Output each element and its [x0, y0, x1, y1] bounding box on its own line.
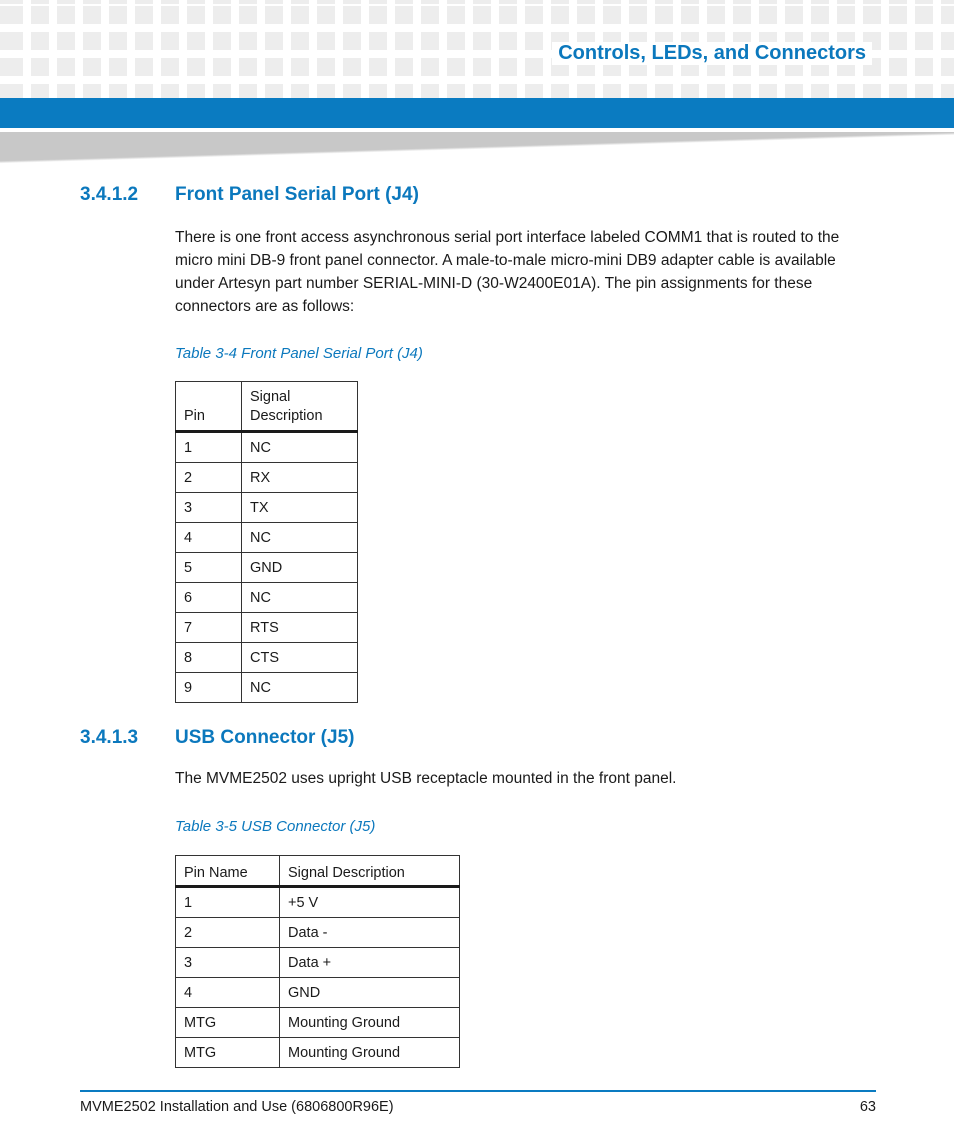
pin-cell: 4	[176, 978, 280, 1008]
table-header-row	[176, 856, 460, 887]
signal-cell: +5 V	[280, 887, 460, 918]
pin-cell: 7	[176, 613, 242, 643]
serial-port-table	[175, 381, 358, 703]
signal-cell: NC	[242, 673, 358, 703]
section-heading-j4	[80, 184, 419, 206]
table-row	[176, 673, 358, 703]
signal-cell: NC	[242, 583, 358, 613]
header-blue-band	[0, 98, 954, 128]
table-row	[176, 463, 358, 493]
signal-cell: GND	[280, 978, 460, 1008]
pin-cell: 5	[176, 553, 242, 583]
table-row	[176, 643, 358, 673]
table-row	[176, 1008, 460, 1038]
table-row	[176, 432, 358, 463]
table-row	[176, 493, 358, 523]
section-title: USB Connector (J5)	[175, 727, 355, 748]
pin-cell: 2	[176, 918, 280, 948]
pin-cell: 2	[176, 463, 242, 493]
column-header-signal: Signal Description	[242, 382, 358, 432]
pin-cell: 4	[176, 523, 242, 553]
table-row	[176, 1038, 460, 1068]
usb-connector-table	[175, 855, 460, 1068]
signal-cell: RX	[242, 463, 358, 493]
pin-cell: 3	[176, 493, 242, 523]
section-heading-j5	[80, 727, 354, 749]
table-caption-j4: Table 3-4 Front Panel Serial Port (J4)	[175, 345, 423, 362]
section-body-j4: There is one front access asynchronous serial port interface labeled COMM1 that is routed to the micro mini DB-9 front panel connector. A male-to-male micro-mini DB9 adapter cable is available under Artesyn part number SERIAL-MINI-D (30-W2400E01A). The pin assignments for these connectors are as follows:	[175, 229, 840, 315]
section-number: 3.4.1.3	[80, 727, 139, 748]
footer-document-title: MVME2502 Installation and Use (6806800R96E)	[80, 1099, 394, 1115]
table-row	[176, 583, 358, 613]
column-header-signal: Signal Description	[280, 856, 460, 887]
pin-cell: 3	[176, 948, 280, 978]
section-body-j5: The MVME2502 uses upright USB receptacle mounted in the front panel.	[175, 770, 677, 787]
signal-cell: Mounting Ground	[280, 1008, 460, 1038]
section-title: Front Panel Serial Port (J4)	[175, 184, 419, 205]
column-header-pin-name: Pin Name	[176, 856, 280, 887]
table-row	[176, 887, 460, 918]
column-header-pin: Pin	[176, 382, 242, 432]
pin-cell: 8	[176, 643, 242, 673]
signal-cell: NC	[242, 523, 358, 553]
pin-cell: 9	[176, 673, 242, 703]
footer-rule	[80, 1090, 876, 1092]
table-row	[176, 613, 358, 643]
table-row	[176, 553, 358, 583]
header-gray-band	[0, 132, 954, 164]
pin-cell: 6	[176, 583, 242, 613]
signal-cell: Data -	[280, 918, 460, 948]
signal-cell: NC	[242, 432, 358, 463]
table-row	[176, 523, 358, 553]
running-header-title: Controls, LEDs, and Connectors	[552, 42, 872, 65]
table-header-row	[176, 382, 358, 432]
table-row	[176, 978, 460, 1008]
signal-cell: Data +	[280, 948, 460, 978]
pin-cell: 1	[176, 887, 280, 918]
signal-cell: GND	[242, 553, 358, 583]
signal-cell: Mounting Ground	[280, 1038, 460, 1068]
table-row	[176, 948, 460, 978]
signal-cell: RTS	[242, 613, 358, 643]
signal-cell: TX	[242, 493, 358, 523]
pin-cell: 1	[176, 432, 242, 463]
table-row	[176, 918, 460, 948]
signal-cell: CTS	[242, 643, 358, 673]
table-caption-j5: Table 3-5 USB Connector (J5)	[175, 818, 376, 835]
pin-cell: MTG	[176, 1038, 280, 1068]
section-number: 3.4.1.2	[80, 184, 139, 205]
page-number: 63	[859, 1099, 876, 1115]
pin-cell: MTG	[176, 1008, 280, 1038]
